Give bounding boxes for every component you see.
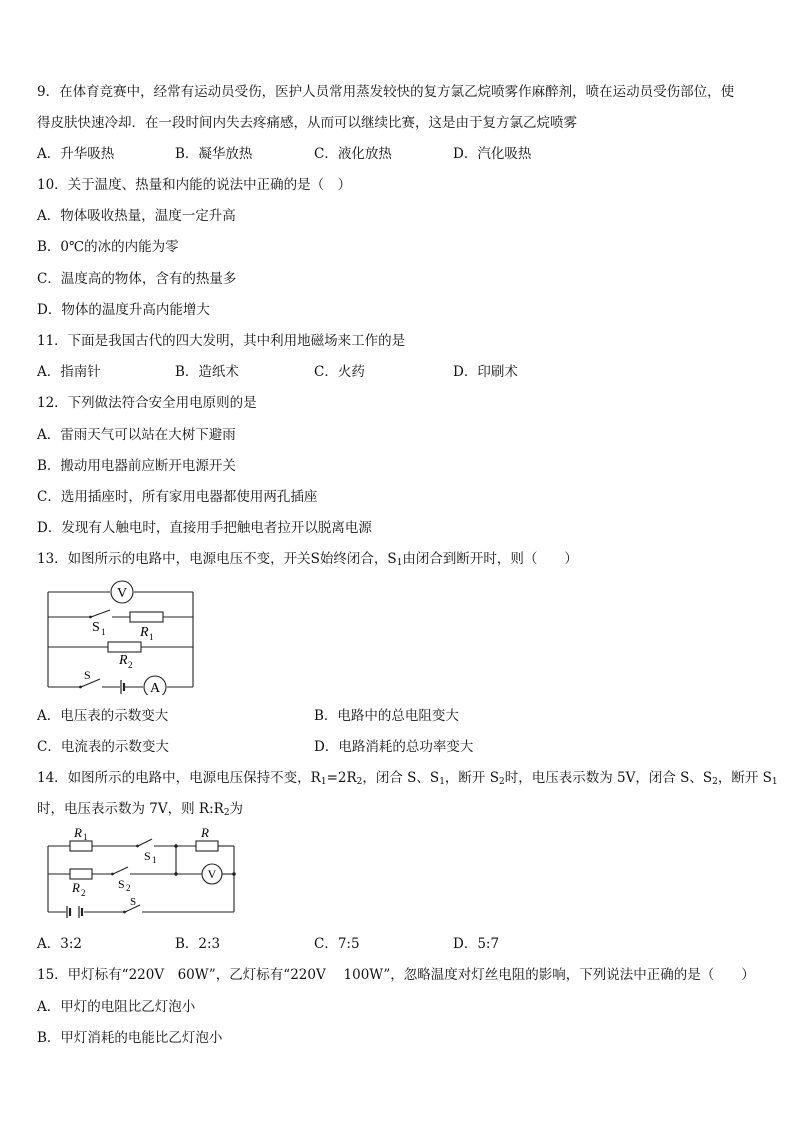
q11-stem: 11．下面是我国古代的四大发明，其中利用地磁场来工作的是 <box>37 333 406 349</box>
q12-option-d: D．发现有人触电时，直接用手把触电者拉开以脱离电源 <box>37 520 372 536</box>
q11-option-d: D．印刷术 <box>453 364 518 380</box>
q15-option-b: B．甲灯消耗的电能比乙灯泡小 <box>37 1030 223 1046</box>
q12-option-c: C．选用插座时，所有家用电器都使用两孔插座 <box>37 489 318 505</box>
q13-circuit-diagram <box>44 580 219 695</box>
q14-option-d: D．5:7 <box>453 936 500 952</box>
q14-junction-top-icon <box>174 844 178 848</box>
q13-r2-label: R <box>119 653 128 668</box>
q13-s1-subscript: 1 <box>101 627 106 637</box>
q11-option-b: B．造纸术 <box>175 364 239 380</box>
q14-option-b: B．2:3 <box>175 936 221 952</box>
q14-s1-subscript: 1 <box>152 855 157 865</box>
q10-option-c: C．温度高的物体，含有的热量多 <box>37 271 237 287</box>
q9-option-c: C．液化放热 <box>314 146 392 162</box>
q9-option-b: B．凝华放热 <box>175 146 253 162</box>
q14-voltmeter-label: V <box>207 867 217 881</box>
q9-option-a: A．升华吸热 <box>37 146 115 162</box>
q10-option-a: A．物体吸收热量，温度一定升高 <box>37 208 236 224</box>
q10-option-b: B．0℃的冰的内能为零 <box>37 239 179 255</box>
q14-junction-right-icon <box>232 872 236 876</box>
q14-option-a: A．3:2 <box>37 936 82 952</box>
q13-option-a: A．电压表的示数变大 <box>37 708 169 724</box>
q15-stem: 15．甲灯标有“220V 60W”，乙灯标有“220V 100W”，忽略温度对灯丝电阻的影响，下列说法中正确的是（ ） <box>37 967 755 983</box>
q13-r1-label: R <box>140 625 149 640</box>
q13-s-label: S <box>84 668 91 682</box>
q12-option-b: B．搬动用电器前应断开电源开关 <box>37 458 236 474</box>
q10-stem: 10．关于温度、热量和内能的说法中正确的是（ ） <box>37 177 352 193</box>
q14-r1-subscript: 1 <box>83 832 88 842</box>
q13-option-d: D．电路消耗的总功率变大 <box>314 739 474 755</box>
q10-option-d: D．物体的温度升高内能增大 <box>37 302 210 318</box>
q14-r1-label: R <box>74 826 82 840</box>
q13-r2-subscript: 2 <box>128 660 133 670</box>
q14-junction-mid-icon <box>174 872 178 876</box>
q14-option-c: C．7:5 <box>314 936 360 952</box>
q15-option-a: A．甲灯的电阻比乙灯泡小 <box>37 999 196 1015</box>
q13-s-contact-icon <box>79 686 82 689</box>
q14-r2-subscript: 2 <box>81 888 86 898</box>
q13-ammeter-label: A <box>149 681 161 695</box>
q11-option-a: A．指南针 <box>37 364 101 380</box>
q12-option-a: A．雷雨天气可以站在大树下避雨 <box>37 427 236 443</box>
q14-stem-line2: 时，电压表示数为 7V，则 $R:R_2$为 <box>37 801 244 818</box>
q14-s2-subscript: 2 <box>126 883 131 893</box>
q13-s1-contact-icon <box>89 616 92 619</box>
q14-s-label: S <box>130 896 137 908</box>
q14-circuit-diagram <box>44 826 244 921</box>
q14-s-contact-icon <box>123 911 126 914</box>
q11-option-c: C．火药 <box>314 364 365 380</box>
q13-stem: 13．如图所示的电路中，电源电压不变，开关S始终闭合，$S_1$由闭合到断开时，则（ ） <box>37 551 578 568</box>
q12-stem: 12．下列做法符合安全用电原则的是 <box>37 395 257 411</box>
q9-option-d: D．汽化吸热 <box>453 146 532 162</box>
q14-s1-label: S <box>144 849 151 863</box>
q14-s2-label: S <box>118 877 125 891</box>
q14-r-label: R <box>201 826 209 840</box>
q13-option-c: C．电流表的示数变大 <box>37 739 169 755</box>
q14-s2-contact-icon <box>111 873 114 876</box>
q9-stem-line1: 9．在体育竞赛中，经常有运动员受伤，医护人员常用蒸发较快的复方氯乙烷喷雾作麻醉剂，喷在运动员受伤部位，使 <box>37 84 735 100</box>
q14-s1-contact-icon <box>136 845 139 848</box>
q13-s1-label: S <box>92 620 100 635</box>
q14-stem-line1: 14．如图所示的电路中，电源电压保持不变，$R_1=2R_2$，闭合 S、$S_1$，断开 $S_2$时，电压表示数为 5V，闭合 S、$S_2$，断开 $S_1$ <box>37 770 778 787</box>
q13-voltmeter-label: V <box>116 586 128 601</box>
q13-option-b: B．电路中的总电阻变大 <box>314 708 459 724</box>
q13-r1-subscript: 1 <box>149 632 154 642</box>
q14-r2-label: R <box>72 880 80 895</box>
q9-stem-line2: 得皮肤快速冷却．在一段时间内失去疼痛感，从而可以继续比赛，这是由于复方氯乙烷喷雾 <box>37 115 577 131</box>
